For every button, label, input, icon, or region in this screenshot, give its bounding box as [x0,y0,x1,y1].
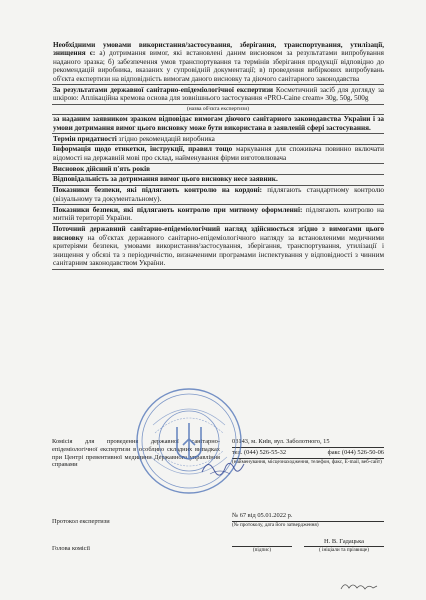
customs-control-label: Показники безпеки, які підлягають контролю при митному оформленні: [53,205,303,214]
conditions-heading: Необхідними умовами використання/застосування, зберігання, транспортування, утилізації, знищення є: [53,40,384,58]
head-block [232,538,384,553]
address-caption: (найменування, місцезнаходження, телефон, факс, E-mail, веб-сайт) [232,458,382,465]
supervision-text: на об'єктах державного санітарно-епідеміологічного нагляду за встановленими медичними критеріями безпеки, умовами використання/застосування, зберігання, транспортування, утилізації і знищення у обсязі та з періодичністю, визначеними програмами інспектування у відповідності з чинним санітарним законодавством України. [53,233,384,268]
head-name: Н. В. Гадацька [304,538,384,547]
shelf-life-label: Термін придатності [53,134,117,143]
protocol-label: Протокол експертизи [52,518,110,525]
results-caption: (назва об'єкта експертизи) [186,105,250,112]
official-seal-stamp [133,385,245,497]
labeling-value: маркування для споживача повинно включати відомості на державній мові про склад, найменування фірми виготовлювача [53,145,384,162]
supervision-row [52,224,384,269]
commission-name: Комісія для проведення державної санітарно-епідеміологічної експертизи в особливо складних випадках при Центрі превентивної медицини Державного управління справами [52,438,220,469]
border-control-value: підлягають стандартному контролю (візуальному та документальному). [53,186,384,203]
results-heading: За результатами державної санітарно-епідеміологічної експертизи [53,85,274,94]
shelf-life-value: згідно рекомендацій виробника [116,134,215,143]
shelf-life-row [52,134,384,145]
labeling-row [52,145,384,164]
conclusion-body [52,40,384,270]
head-signature [200,456,246,478]
border-control-row [52,186,384,205]
signature-caption: (підпис) [252,546,272,553]
head-label: Голова комісії [52,545,91,552]
corner-handwritten-mark [339,579,379,593]
protocol-value: № 67 від 05.01.2022 р. [232,512,384,522]
customs-control-row [52,205,384,224]
labeling-label: Інформація щодо етикетки, інструкції, правил тощо [53,145,233,154]
responsibility-row [52,175,384,186]
fax-number: факс (044) 526-50-06 [327,448,384,456]
conditions-text: а) дотримання вимог, які встановлені даним висновком за результатами випробування наданого зразка; б) забезпечення умов транспортування та термінів зберігання продукції відповідно до рекомендацій виробника, вказаних у супровідній документації; в) проведення вибіркових випробувань об'єкта експертизи на відповідність вимогам даного висновку та діючого санітарного законодавства [53,49,384,83]
results-text: Косметичний засіб для догляду за шкірою: Аплікаційна кремова основа для зовнішнього застосування «PRO-Caine cream» 30g, 50g, 500g [53,85,384,103]
address-line: 03143, м. Київ, вул. Заболотного, 15 [232,438,384,448]
signature-line [232,538,292,547]
results-paragraph [52,85,384,104]
compliance-text: за наданим заявником зразком відповідає вимогам діючого санітарного законодавства України і за умови дотримання вимог цього висновку може бути використана в заявленій сфері застосування. [53,115,384,132]
name-caption: ( ініціали та прізвище) [319,546,369,553]
validity-label: Висновок дійсний п'ять років [53,164,150,173]
protocol-block [232,512,384,528]
conditions-paragraph [52,40,384,85]
address-block [232,438,384,465]
phone-number: тел. (044) 526-55-32 [232,448,287,456]
compliance-paragraph [52,114,384,134]
validity-row [52,164,384,175]
customs-control-value: підлягають контролю на митній території України. [53,205,384,223]
supervision-heading: Поточний державний санітарно-епідеміологічний нагляд здійснюється згідно з вимогами цього висновку [53,224,384,242]
contact-line [232,448,384,459]
responsibility-label: Відповідальність за дотримання вимог цього висновку несе заявник. [53,175,278,184]
protocol-caption: (№ протоколу, дата його затвердження) [232,521,319,528]
border-control-label: Показники безпеки, які підлягають контролю на кордоні: [53,186,263,195]
